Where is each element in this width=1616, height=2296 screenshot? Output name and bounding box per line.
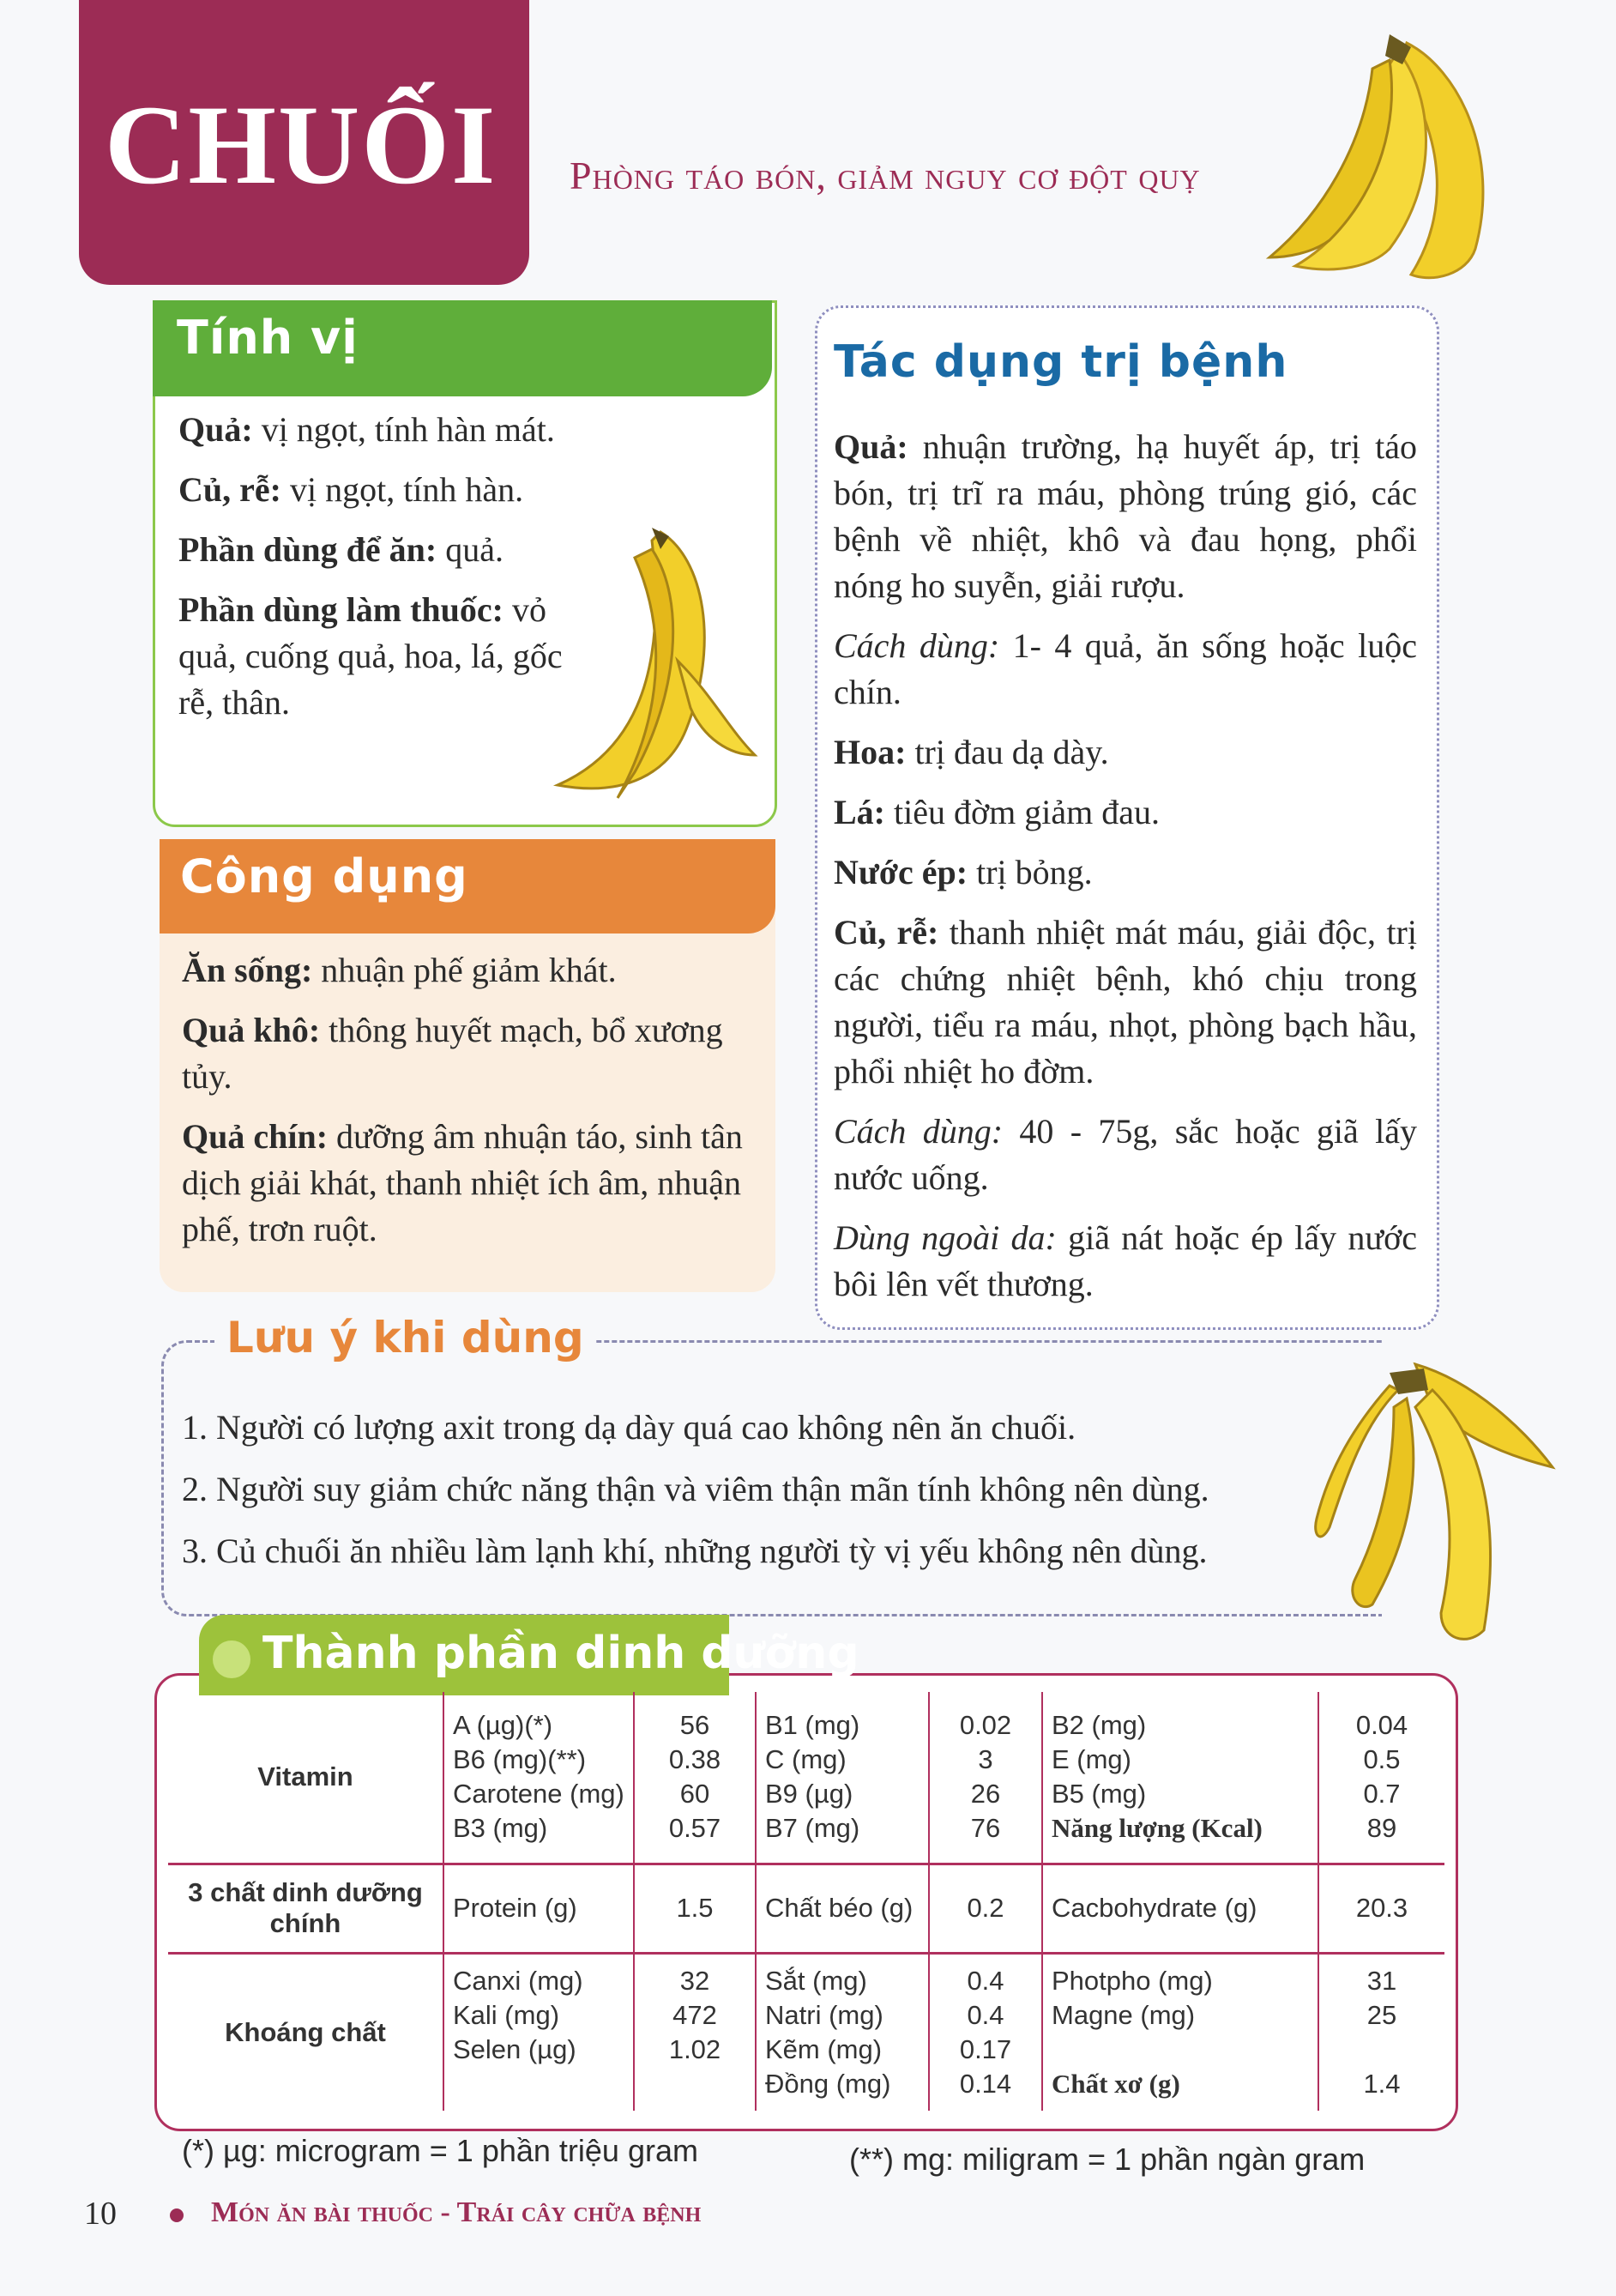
nutrient-value: 20.3: [1318, 1864, 1444, 1953]
tac-dung-label: Dùng ngoài da:: [834, 1218, 1057, 1257]
nutrient-value: 89: [1366, 1813, 1397, 1844]
tac-dung-text: tiêu đờm giảm đau.: [885, 793, 1160, 831]
table-row: [168, 1953, 1444, 2111]
nutrient-name: Kali (mg): [453, 1999, 560, 2030]
nutrient-name: Sắt (mg): [765, 1965, 867, 1996]
nutrient-name: Selen (µg): [453, 2033, 576, 2064]
cong-dung-body: [182, 947, 762, 1266]
nutrient-value: 26: [970, 1779, 1001, 1810]
tinh-vi-text: vị ngọt, tính hàn mát.: [252, 410, 555, 449]
tinh-vi-heading: Tính vị: [177, 311, 359, 365]
nutrient-value: 60: [679, 1779, 710, 1810]
cong-dung-text: nhuận phế giảm khát.: [312, 951, 617, 989]
cong-dung-text: thông huyết mạch, bổ xương tủy.: [182, 1011, 723, 1096]
tac-dung-text: trị đau dạ dày.: [906, 733, 1109, 771]
tinh-vi-label: Phần dùng để ăn:: [178, 530, 437, 569]
nutrition-heading: Thành phần dinh dưỡng: [262, 1628, 859, 1679]
page-number: 10: [84, 2196, 117, 2232]
nutrient-name: B7 (mg): [765, 1813, 860, 1844]
nutrient-name: E (mg): [1052, 1744, 1131, 1775]
page-subtitle: Phòng táo bón, giảm nguy cơ đột quỵ: [570, 154, 1201, 197]
tac-dung-text: giã nát hoặc ép lấy nước bôi lên vết thương.: [834, 1218, 1417, 1303]
nutrient-name: Photpho (mg): [1052, 1965, 1213, 1996]
nutrient-value: 0.02: [959, 1710, 1012, 1741]
table-row: [168, 1692, 1444, 1864]
nutrition-table: [168, 1692, 1444, 2111]
cong-dung-label: Quả khô:: [182, 1011, 321, 1049]
row-label: 3 chất dinh dưỡng chính: [168, 1864, 443, 1953]
nutrient-value: 25: [1366, 1999, 1397, 2030]
row-label: Khoáng chất: [168, 1953, 443, 2111]
tinh-vi-body: [178, 407, 582, 740]
tac-dung-label: Hoa:: [834, 733, 907, 771]
luu-y-item: 1. Người có lượng axit trong dạ dày quá cao không nên ăn chuối.: [182, 1408, 1076, 1447]
tac-dung-text: trị bỏng.: [968, 853, 1093, 891]
cong-dung-label: Quả chín:: [182, 1117, 329, 1156]
nutrient-name: B1 (mg): [765, 1710, 860, 1741]
nutrient-name: Canxi (mg): [453, 1965, 583, 1996]
tinh-vi-label: Phần dùng làm thuốc:: [178, 590, 503, 629]
luu-y-heading: Lưu ý khi dùng: [214, 1313, 596, 1362]
nutrient-value: 0.14: [959, 2068, 1012, 2099]
nutrient-name: Kẽm (mg): [765, 2033, 883, 2064]
book-title: Món ăn bài thuốc - Trái cây chữa bệnh: [211, 2196, 702, 2228]
leaf-icon: [213, 1640, 250, 1678]
tac-dung-heading: Tác dụng trị bệnh: [834, 336, 1288, 388]
nutrient-name: B3 (mg): [453, 1813, 548, 1844]
tac-dung-label: Cách dùng:: [834, 1112, 1004, 1151]
nutrient-value: 0.4: [967, 1965, 1004, 1996]
tinh-vi-text: vị ngọt, tính hàn.: [280, 470, 524, 509]
nutrient-value: 32: [679, 1965, 710, 1996]
table-row: [168, 1864, 1444, 1953]
nutrient-name: Năng lượng (Kcal): [1052, 1813, 1263, 1844]
cong-dung-text: dưỡng âm nhuận táo, sinh tân dịch giải khát, thanh nhiệt ích âm, nhuận phế, trơn ruột.: [182, 1117, 743, 1248]
nutrient-name: Cacbohydrate (g): [1042, 1864, 1318, 1953]
nutrient-value: 472: [672, 1999, 717, 2030]
nutrient-value: 0.5: [1363, 1744, 1401, 1775]
banana-bunch-image: [1261, 17, 1553, 292]
nutrient-name: Carotene (mg): [453, 1779, 624, 1810]
banana-bunch-image: [1312, 1338, 1570, 1665]
footnote-microgram: (*) µg: microgram = 1 phần triệu gram: [182, 2133, 698, 2168]
nutrient-name: B6 (mg)(**): [453, 1744, 587, 1775]
tac-dung-label: Nước ép:: [834, 853, 968, 891]
page-title: CHUỐI: [105, 82, 497, 208]
nutrient-name: Natri (mg): [765, 1999, 883, 2030]
nutrient-value: 0.2: [929, 1864, 1042, 1953]
tac-dung-label: Củ, rễ:: [834, 913, 939, 952]
nutrient-name: B2 (mg): [1052, 1710, 1147, 1741]
nutrient-value: 0.38: [668, 1744, 721, 1775]
tinh-vi-text: quả.: [437, 530, 503, 569]
nutrient-value: 0.17: [959, 2033, 1012, 2064]
nutrient-value: 1.5: [634, 1864, 756, 1953]
nutrient-value: 0.7: [1363, 1779, 1401, 1810]
nutrient-value: 76: [970, 1813, 1001, 1844]
nutrient-name: Chất béo (g): [756, 1864, 929, 1953]
cong-dung-label: Ăn sống:: [182, 951, 313, 989]
nutrient-name: Magne (mg): [1052, 1999, 1196, 2030]
tac-dung-label: Quả:: [834, 427, 908, 466]
tac-dung-body: [834, 424, 1417, 1321]
tinh-vi-label: Quả:: [178, 410, 253, 449]
nutrient-name: B5 (mg): [1052, 1779, 1147, 1810]
nutrient-value: 1.4: [1363, 2068, 1401, 2099]
footnote-miligram: (**) mg: miligram = 1 phần ngàn gram: [849, 2142, 1366, 2177]
cong-dung-heading: Công dụng: [180, 849, 468, 903]
nutrient-name: B9 (µg): [765, 1779, 853, 1810]
tac-dung-text: 1- 4 quả, ăn sống hoặc luộc chín.: [834, 626, 1417, 711]
bullet-icon: [170, 2208, 184, 2222]
row-label: Vitamin: [257, 1761, 353, 1792]
nutrient-name: Đồng (mg): [765, 2068, 891, 2099]
nutrient-name: Protein (g): [443, 1864, 634, 1953]
nutrient-value: 3: [978, 1744, 993, 1775]
nutrient-value: 1.02: [668, 2033, 721, 2064]
nutrient-name: A (µg)(*): [453, 1710, 553, 1741]
tac-dung-text: thanh nhiệt mát máu, giải độc, trị các chứng nhiệt bệnh, khó chịu trong người, tiểu ra máu, nhọt, phòng bạch hầu, phổi nhiệt ho đờm.: [834, 913, 1417, 1091]
tac-dung-label: Lá:: [834, 793, 885, 831]
luu-y-item: 2. Người suy giảm chức năng thận và viêm thận mãn tính không nên dùng.: [182, 1470, 1209, 1508]
luu-y-item: 3. Củ chuối ăn nhiều làm lạnh khí, những người tỳ vị yếu không nên dùng.: [182, 1532, 1208, 1570]
nutrient-value: 0.04: [1355, 1710, 1408, 1741]
tac-dung-text: nhuận trường, hạ huyết áp, trị táo bón, trị trĩ ra máu, phòng trúng gió, các bệnh về nhiệt, khô và đau họng, phổi nóng ho suyễn, giải rượu.: [834, 427, 1417, 605]
nutrient-value: 0.4: [967, 1999, 1004, 2030]
nutrient-name: Chất xơ (g): [1052, 2068, 1180, 2099]
tac-dung-label: Cách dùng:: [834, 626, 1000, 665]
nutrient-value: 31: [1366, 1965, 1397, 1996]
nutrient-name: C (mg): [765, 1744, 847, 1775]
peeled-banana-image: [532, 523, 772, 815]
nutrient-value: 0.57: [668, 1813, 721, 1844]
tac-dung-text: 40 - 75g, sắc hoặc giã lấy nước uống.: [834, 1112, 1417, 1197]
tinh-vi-label: Củ, rễ:: [178, 470, 281, 509]
tinh-vi-text: vỏ quả, cuống quả, hoa, lá, gốc rễ, thân.: [178, 590, 563, 722]
nutrient-value: 56: [679, 1710, 710, 1741]
